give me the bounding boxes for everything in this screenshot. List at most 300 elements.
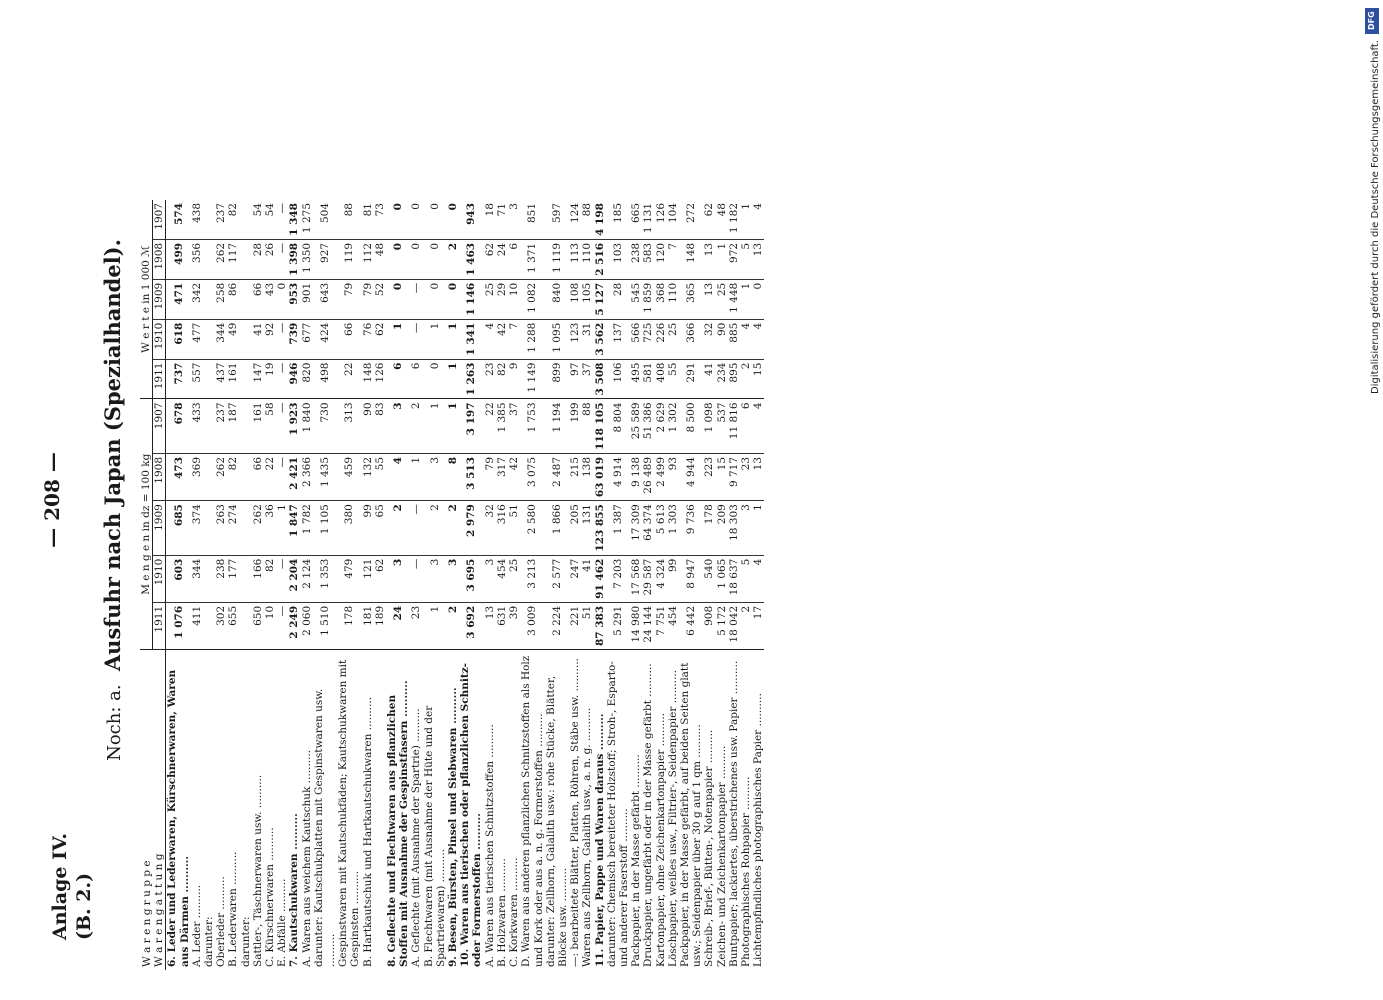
werte-cell: 0 [410,239,422,279]
row-label: 6. Leder und Lederwaren, Kürschnerwaren, Waren aus Därmen .......... [166,669,191,967]
werte-cell: 42 [496,319,508,359]
mengen-cell: 247 [569,555,581,602]
mengen-cell: 380 [337,501,361,556]
table-row [240,200,252,970]
werte-cell: 1 [423,319,447,359]
mengen-cell: 2 [410,399,422,454]
werte-year-header: 1910 [153,319,166,359]
werte-cell: 557 [191,359,203,399]
werte-cell: 73 [374,200,386,239]
werte-cell: 0 [423,359,447,399]
werte-cell: 110 [667,279,679,319]
werte-cell: 618 [166,319,191,359]
row-label: Buntpapier; lackiertes, überstrichenes usw. Papier .......... [727,660,740,967]
werte-cell: 3 562 [594,319,606,359]
mengen-cell: 118 105 [594,399,606,454]
row-label: 11. Papier, Pappe und Waren daraus .......... [593,713,606,967]
mengen-cell: 3 692 [459,602,483,649]
werte-cell: 234 [716,359,728,399]
werte-cell: 342 [191,279,203,319]
table-row [301,200,313,970]
row-label: B. Holzwaren .......... [495,858,508,967]
werte-cell: 368 [655,279,667,319]
mengen-cell: 685 [166,501,191,556]
werte-cell [240,359,252,399]
mengen-cell: 313 [337,399,361,454]
row-label: darunter: Zellhorn, Galalith usw.: rohe Stücke, Blätter, Blöcke usw. .......... [544,675,569,967]
mengen-cell: — [410,501,422,556]
werte-cell: 4 [740,319,752,359]
mengen-cell: 1 782 [301,501,313,556]
mengen-cell: 8 500 [679,399,703,454]
werte-cell [240,279,252,319]
mengen-cell: 3 213 [520,555,544,602]
mengen-cell: 3 [484,555,496,602]
werte-cell: 37 [581,359,593,399]
mengen-cell: 1 098 [703,399,715,454]
werte-cell: 147 [252,359,264,399]
trade-table [140,200,764,970]
row-label: A. Leder .......... [190,884,203,967]
mengen-cell: 479 [337,555,361,602]
werte-cell: 9 [508,359,520,399]
mengen-cell: 1 387 [606,501,630,556]
werte-cell: 901 [301,279,313,319]
table-row [252,200,264,970]
werte-cell: 25 [484,279,496,319]
werte-cell: 643 [313,279,337,319]
mengen-cell: 178 [703,501,715,556]
werte-cell: 1 463 [459,239,483,279]
mengen-cell: 4 324 [655,555,667,602]
werte-cell: 1 149 [520,359,544,399]
mengen-cell: 3 [423,453,447,500]
mengen-cell [240,602,252,649]
table-row [337,200,361,970]
werte-cell: 148 [362,359,374,399]
mengen-cell: 262 [215,453,227,500]
mengen-cell [240,453,252,500]
mengen-cell: 9 717 [728,453,740,500]
mengen-cell: 2 629 [655,399,667,454]
mengen-cell: 1 847 [288,501,300,556]
werte-cell: 1 448 [728,279,740,319]
mengen-cell: 459 [337,453,361,500]
werte-cell: 1 371 [520,239,544,279]
werte-cell: 88 [581,200,593,239]
row-label: Waren aus Zellhorn, Galalith usw., a. n. g. .......... [581,707,594,967]
werte-cell: 86 [227,279,239,319]
label-header [140,650,166,970]
werte-cell: — [276,200,288,239]
werte-cell: 54 [264,200,276,239]
werte-year-header: 1911 [153,359,166,399]
werte-cell: 899 [545,359,569,399]
mengen-cell: 262 [252,501,264,556]
werte-cell: 737 [166,359,191,399]
werte-cell: 0 [386,279,410,319]
mengen-cell [203,453,215,500]
werte-cell: 437 [215,359,227,399]
mengen-cell: 678 [166,399,191,454]
label-header-bottom: W a r e n g a t t u n g [152,853,165,967]
title-text: Ausfuhr nach Japan (Spezialhandel). [100,239,125,672]
werte-cell: 18 [484,200,496,239]
werte-cell: 5 [740,239,752,279]
werte-cell: 55 [667,359,679,399]
mengen-cell [203,501,215,556]
mengen-cell: 1 [276,501,288,556]
mengen-cell: 7 751 [655,602,667,649]
mengen-cell: 123 855 [594,501,606,556]
mengen-cell: 4 [752,399,764,454]
werte-cell: 408 [655,359,667,399]
mengen-cell: 215 [569,453,581,500]
werte-cell: 477 [191,319,203,359]
table-row [166,200,191,970]
mengen-cell: 4 [386,453,410,500]
mengen-cell: 1 194 [545,399,569,454]
mengen-cell: 1 [423,602,447,649]
werte-cell: 81 [362,200,374,239]
mengen-cell: 9 138 [630,453,642,500]
werte-cell: 1 [740,200,752,239]
table-row [728,200,740,970]
mengen-cell: 24 [386,602,410,649]
mengen-cell: 138 [581,453,593,500]
table-row [288,200,300,970]
mengen-cell: 4 914 [606,453,630,500]
mengen-cell: 1 302 [667,399,679,454]
werte-cell: 1 [447,359,459,399]
mengen-cell: 540 [703,555,715,602]
werte-year-header: 1909 [153,279,166,319]
mengen-cell: 4 944 [679,453,703,500]
werte-cell: 7 [508,319,520,359]
werte-cell: 22 [337,359,361,399]
werte-cell: 4 [484,319,496,359]
mengen-cell: 2 499 [655,453,667,500]
page-number: — 208 — [40,452,64,548]
werte-cell: 545 [630,279,642,319]
table-row [227,200,239,970]
row-label: A. Geflechte (mit Ausnahme der Spartrie) .......... [410,708,423,967]
werte-cell: 23 [484,359,496,399]
page-title [100,0,125,1000]
mengen-cell: 2 [386,501,410,556]
werte-cell: 7 [667,239,679,279]
mengen-cell: 13 [484,602,496,649]
table-row [642,200,654,970]
mengen-cell: 302 [215,602,227,649]
werte-cell: 19 [264,359,276,399]
mengen-year-header: 1907 [153,399,166,454]
table-row [752,200,764,970]
werte-cell: 3 508 [594,359,606,399]
werte-cell [203,359,215,399]
mengen-cell: 3 197 [459,399,483,454]
werte-cell: 499 [166,239,191,279]
werte-cell: 424 [313,319,337,359]
row-label: Druckpapier, ungefärbt oder in der Masse gefärbt .......... [642,663,655,967]
werte-cell: 161 [227,359,239,399]
werte-cell: 739 [288,319,300,359]
mengen-cell: 82 [264,555,276,602]
row-label: A. Waren aus tierischen Schnitzstoffen .......... [483,724,496,967]
mengen-cell: 83 [374,399,386,454]
row-label: A. Waren aus weichem Kautschuk .......... [300,749,313,967]
werte-cell: 366 [679,319,703,359]
mengen-cell: 6 [740,399,752,454]
werte-cell: 15 [752,359,764,399]
mengen-cell: 66 [252,453,264,500]
row-label: darunter: [203,916,216,967]
werte-cell: 365 [679,279,703,319]
mengen-cell: 3 009 [520,602,544,649]
werte-cell: 0 [423,200,447,239]
werte-cell: 66 [337,319,361,359]
werte-cell: 581 [642,359,654,399]
row-label: Gespinstwaren mit Kautschukfäden; Kautschukwaren mit Gespinsten .......... [337,659,362,967]
mengen-cell: 223 [703,453,715,500]
werte-cell: 272 [679,200,703,239]
mengen-cell: 4 [752,555,764,602]
row-label: C. Korkwaren .......... [508,857,521,967]
mengen-cell: 64 374 [642,501,654,556]
mengen-cell: 603 [166,555,191,602]
mengen-cell: 537 [716,399,728,454]
annex-line-1: Anlage IV. [49,833,71,940]
mengen-cell: 18 042 [728,602,740,649]
werte-cell: 1 [740,279,752,319]
table-row [581,200,593,970]
row-label: B. Lederwaren .......... [227,851,240,967]
mengen-cell: 5 [740,555,752,602]
table-row [264,200,276,970]
mengen-cell: 3 [386,399,410,454]
mengen-cell: 93 [667,453,679,500]
werte-cell: 25 [716,279,728,319]
mengen-cell: 1 105 [313,501,337,556]
werte-cell: 1 082 [520,279,544,319]
row-label: Packpapier, in der Masse gefärbt, auf beiden Seiten glatt usw.; Seidenpapier über 30 g auf 1 qm .......... [678,662,704,967]
mengen-cell: 166 [252,555,264,602]
mengen-cell: 62 [374,555,386,602]
mengen-cell [240,399,252,454]
mengen-cell: 454 [667,602,679,649]
werte-cell: 126 [655,200,667,239]
mengen-cell: 1 385 [496,399,508,454]
row-label: darunter: Chemisch bereiteter Holzstoff; Stroh-, Esparto- und anderer Faserstoff .......... [605,661,630,967]
mengen-cell: 88 [581,399,593,454]
row-label: Photographisches Rohpapier .......... [739,776,752,967]
mengen-cell: 22 [264,453,276,500]
mengen-cell: 238 [215,555,227,602]
mengen-cell: 32 [484,501,496,556]
mengen-cell: 433 [191,399,203,454]
werte-cell: 1 341 [459,319,483,359]
werte-cell [240,200,252,239]
annex-line-2: (B. 2.) [73,872,95,940]
mengen-cell: 99 [362,501,374,556]
mengen-cell: 5 613 [655,501,667,556]
werte-cell: 28 [606,279,630,319]
mengen-cell: 3 513 [459,453,483,500]
werte-cell: 0 [447,279,459,319]
werte-cell: 13 [703,239,715,279]
mengen-cell: 178 [337,602,361,649]
werte-cell: 226 [655,319,667,359]
werte-cell: 105 [581,279,593,319]
mengen-cell: 1 753 [520,399,544,454]
mengen-cell: 2 [423,501,447,556]
row-label: Packpapier, in der Masse gefärbt .......... [630,754,643,967]
row-label: Löschpapier, weißes usw., Filtrier-, Seidenpapier .......... [666,669,679,967]
table-row [313,200,337,970]
mengen-cell: 3 695 [459,555,483,602]
werte-cell: 123 [569,319,581,359]
mengen-cell: 209 [716,501,728,556]
mengen-cell: 3 [740,501,752,556]
mengen-cell: 2 979 [459,501,483,556]
werte-cell: 237 [215,200,227,239]
mengen-year-header: 1911 [153,602,166,649]
row-label: B. Hartkautschuk und Hartkautschukwaren .......... [361,696,374,967]
werte-cell: 108 [569,279,581,319]
row-label: E. Abfälle .......... [276,878,289,967]
mengen-cell: 1 510 [313,602,337,649]
werte-cell: 2 516 [594,239,606,279]
mengen-cell: 1 866 [545,501,569,556]
werte-cell: 6 [410,359,422,399]
werte-cell: 97 [569,359,581,399]
table-row [594,200,606,970]
werte-cell: — [276,319,288,359]
werte-cell: 24 [496,239,508,279]
mengen-cell: 51 [581,602,593,649]
mengen-cell: 99 [667,555,679,602]
werte-cell: 13 [703,279,715,319]
row-label: Lichtempfindliches photographisches Papier .......... [752,693,765,967]
werte-cell: 972 [728,239,740,279]
mengen-cell: 2 580 [520,501,544,556]
werte-cell: 79 [337,279,361,319]
werte-cell: 148 [679,239,703,279]
mengen-cell: 14 980 [630,602,642,649]
werte-cell: 927 [313,239,337,279]
werte-cell: 117 [227,239,239,279]
mengen-cell: 473 [166,453,191,500]
werte-cell: 62 [374,319,386,359]
werte-cell: 895 [728,359,740,399]
werte-year-header: 1907 [153,200,166,239]
table-row [545,200,569,970]
werte-cell: 88 [337,200,361,239]
werte-cell: 52 [374,279,386,319]
werte-cell: 120 [655,239,667,279]
mengen-cell: 2 366 [301,453,313,500]
mengen-cell: 26 489 [642,453,654,500]
werte-cell: 31 [581,319,593,359]
werte-cell: 41 [703,359,715,399]
werte-cell: 504 [313,200,337,239]
mengen-cell: 8 [447,453,459,500]
werte-cell: 92 [264,319,276,359]
mengen-cell: 3 [423,555,447,602]
mengen-cell: 374 [191,501,203,556]
mengen-cell: 3 [386,555,410,602]
werte-cell: 677 [301,319,313,359]
werte-cell: 124 [569,200,581,239]
werte-cell: 90 [716,319,728,359]
mengen-cell: 23 [740,453,752,500]
mengen-cell: 17 309 [630,501,642,556]
mengen-cell: 91 462 [594,555,606,602]
werte-cell: — [276,359,288,399]
mengen-header: M e n g e n in dz = 100 kg [140,399,153,650]
mengen-cell: 1 076 [166,602,191,649]
mengen-cell: 8 947 [679,555,703,602]
werte-cell: 103 [606,239,630,279]
werte-cell: 1 288 [520,319,544,359]
mengen-cell: 5 291 [606,602,630,649]
mengen-cell: 121 [362,555,374,602]
werte-cell: 6 [386,359,410,399]
table-row [496,200,508,970]
werte-cell: — [410,279,422,319]
mengen-cell: — [276,602,288,649]
mengen-cell: 55 [374,453,386,500]
mengen-cell: 3 [447,555,459,602]
row-label: Zeichen- und Zeichenkartonpapier .......... [715,745,728,967]
mengen-cell: 2 [447,602,459,649]
mengen-cell: 1 [447,399,459,454]
werte-cell: 885 [728,319,740,359]
werte-cell: 1 131 [642,200,654,239]
werte-cell: 1 398 [288,239,300,279]
werte-cell: — [276,239,288,279]
table-row [655,200,667,970]
werte-cell: 185 [606,200,630,239]
mengen-cell: 23 [410,602,422,649]
table-row [606,200,630,970]
werte-cell: 344 [215,319,227,359]
werte-cell: 820 [301,359,313,399]
mengen-cell: 36 [264,501,276,556]
mengen-cell: 39 [508,602,520,649]
werte-cell: 0 [423,239,447,279]
table-row [679,200,703,970]
mengen-cell: 411 [191,602,203,649]
mengen-cell: — [410,555,422,602]
werte-cell: 597 [545,200,569,239]
mengen-cell: 177 [227,555,239,602]
row-label: darunter: [239,916,252,967]
werte-year-header: 1908 [153,239,166,279]
table-row [520,200,544,970]
row-label: C. Kürschnerwaren .......... [264,827,277,967]
table-row [716,200,728,970]
mengen-cell: 24 144 [642,602,654,649]
mengen-cell: 908 [703,602,715,649]
table-row [362,200,374,970]
table-row [386,200,410,970]
werte-cell: 1 350 [301,239,313,279]
mengen-cell: 22 [484,399,496,454]
werte-cell: 32 [703,319,715,359]
werte-cell: 71 [496,200,508,239]
werte-cell: 953 [288,279,300,319]
